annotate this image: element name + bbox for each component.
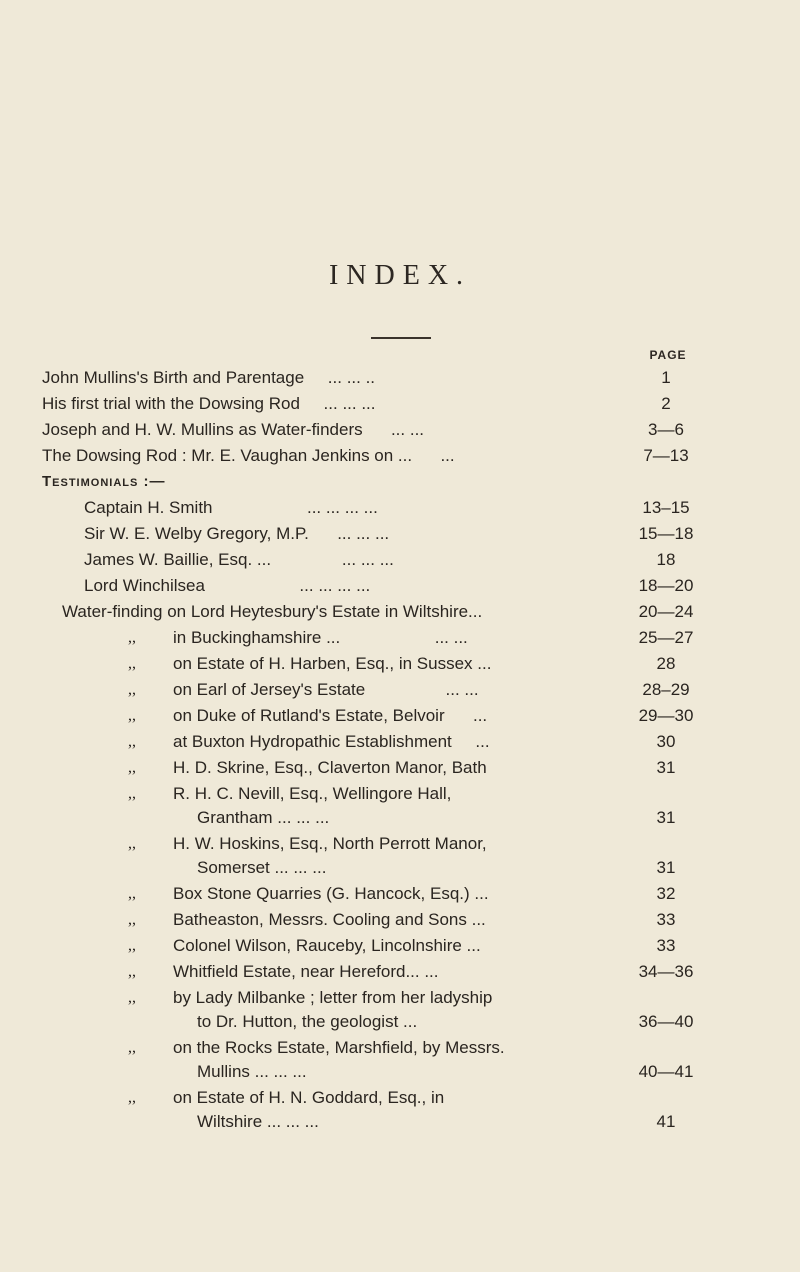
- entry-text: Captain H. Smith ... ... ... ...: [84, 498, 378, 517]
- index-entry: [42, 496, 722, 522]
- ditto-mark: ,,: [128, 937, 136, 954]
- index-sub-entry: [42, 782, 722, 832]
- ditto-mark: ,,: [128, 655, 136, 672]
- entry-page: 36—40: [638, 1012, 694, 1031]
- entry-text: on Earl of Jersey's Estate ... ...: [173, 680, 479, 699]
- ditto-mark: ,,: [128, 759, 136, 776]
- index-sub-entry: [42, 934, 722, 960]
- index-entries: [42, 366, 722, 1136]
- index-sub-entry: [42, 832, 722, 882]
- entry-page: 13–15: [642, 498, 690, 517]
- entry-text: H. D. Skrine, Esq., Claverton Manor, Bath: [173, 758, 487, 777]
- entry-text: H. W. Hoskins, Esq., North Perrott Manor, Somerset ... ... ...: [173, 834, 487, 877]
- entry-page: 33: [656, 936, 676, 955]
- index-sub-entry: [42, 986, 722, 1036]
- entry-page: 31: [656, 808, 676, 827]
- entry-page: 32: [656, 884, 676, 903]
- entry-text: John Mullins's Birth and Parentage ... ... ..: [42, 368, 376, 387]
- ditto-mark: ,,: [128, 785, 136, 802]
- entry-page: 15—18: [638, 524, 694, 543]
- entry-page: 31: [656, 858, 676, 877]
- ditto-mark: ,,: [128, 707, 136, 724]
- entry-page: 41: [656, 1112, 676, 1131]
- ditto-mark: ,,: [128, 885, 136, 902]
- entry-page: 33: [656, 910, 676, 929]
- index-entry: [42, 366, 722, 392]
- index-sub-entry: [42, 960, 722, 986]
- index-sub-entry: [42, 678, 722, 704]
- entry-text: on Estate of H. Harben, Esq., in Sussex ...: [173, 654, 492, 673]
- entry-text: Batheaston, Messrs. Cooling and Sons ...: [173, 910, 486, 929]
- index-sub-entry: [42, 1086, 722, 1136]
- entry-page: 2: [661, 394, 671, 413]
- index-sub-entry: [42, 704, 722, 730]
- entry-text: The Dowsing Rod : Mr. E. Vaughan Jenkins on ... ...: [42, 446, 455, 465]
- ditto-mark: ,,: [128, 629, 136, 646]
- ditto-mark: ,,: [128, 1089, 136, 1106]
- ditto-mark: ,,: [128, 911, 136, 928]
- ditto-mark: ,,: [128, 681, 136, 698]
- index-entry: [42, 600, 722, 626]
- page-column-header: PAGE: [649, 348, 687, 362]
- index-entry: [42, 548, 722, 574]
- entry-page: 28–29: [642, 680, 690, 699]
- index-entry: [42, 392, 722, 418]
- entry-text: on Duke of Rutland's Estate, Belvoir ...: [173, 706, 488, 725]
- entry-text: at Buxton Hydropathic Establishment ...: [173, 732, 490, 751]
- entry-text: on Estate of H. N. Goddard, Esq., in Wiltshire ... ... ...: [173, 1088, 445, 1131]
- title-rule: [371, 337, 431, 339]
- entry-page: 18—20: [638, 576, 694, 595]
- entry-text: by Lady Milbanke ; letter from her ladyship to Dr. Hutton, the geologist ...: [173, 988, 493, 1031]
- entry-text: Whitfield Estate, near Hereford... ...: [173, 962, 439, 981]
- entry-text: on the Rocks Estate, Marshfield, by Messrs. Mullins ... ... ...: [173, 1038, 505, 1081]
- ditto-mark: ,,: [128, 963, 136, 980]
- ditto-mark: ,,: [128, 1039, 136, 1056]
- index-sub-entry: [42, 652, 722, 678]
- index-sub-entry: [42, 756, 722, 782]
- entry-page: 28: [656, 654, 676, 673]
- entry-page: 34—36: [638, 962, 694, 981]
- entry-page: 1: [661, 368, 671, 387]
- entry-text: R. H. C. Nevill, Esq., Wellingore Hall, Grantham ... ... ...: [173, 784, 452, 827]
- entry-page: 3—6: [648, 420, 684, 439]
- entry-page: 7—13: [643, 446, 689, 465]
- entry-page: 40—41: [638, 1062, 694, 1081]
- entry-page: 20—24: [638, 602, 694, 621]
- entry-text: His first trial with the Dowsing Rod ... ... ...: [42, 394, 376, 413]
- entry-page: 31: [656, 758, 676, 777]
- entry-text: Joseph and H. W. Mullins as Water-finders ... ...: [42, 420, 425, 439]
- entry-text: Sir W. E. Welby Gregory, M.P. ... ... ...: [84, 524, 390, 543]
- index-section-heading: [42, 470, 722, 496]
- entry-page: 25—27: [638, 628, 694, 647]
- index-sub-entry: [42, 908, 722, 934]
- index-entry: [42, 418, 722, 444]
- index-entry: [42, 522, 722, 548]
- ditto-mark: ,,: [128, 835, 136, 852]
- index-entry: [42, 444, 722, 470]
- index-sub-entry: [42, 626, 722, 652]
- section-heading-text: Testimonials :—: [42, 473, 166, 490]
- index-sub-entry: [42, 1036, 722, 1086]
- index-sub-entry: [42, 882, 722, 908]
- entry-text: Water-finding on Lord Heytesbury's Estate in Wiltshire...: [62, 602, 483, 621]
- index-entry: [42, 574, 722, 600]
- entry-page: 18: [656, 550, 676, 569]
- entry-page: 29—30: [638, 706, 694, 725]
- index-title: INDEX.: [328, 260, 472, 291]
- entry-text: Colonel Wilson, Rauceby, Lincolnshire ...: [173, 936, 481, 955]
- entry-text: in Buckinghamshire ... ... ...: [173, 628, 468, 647]
- ditto-mark: ,,: [128, 733, 136, 750]
- ditto-mark: ,,: [128, 989, 136, 1006]
- entry-text: Box Stone Quarries (G. Hancock, Esq.) ...: [173, 884, 489, 903]
- entry-text: James W. Baillie, Esq. ... ... ... ...: [84, 550, 394, 569]
- index-sub-entry: [42, 730, 722, 756]
- entry-text: Lord Winchilsea ... ... ... ...: [84, 576, 371, 595]
- entry-page: 30: [656, 732, 676, 751]
